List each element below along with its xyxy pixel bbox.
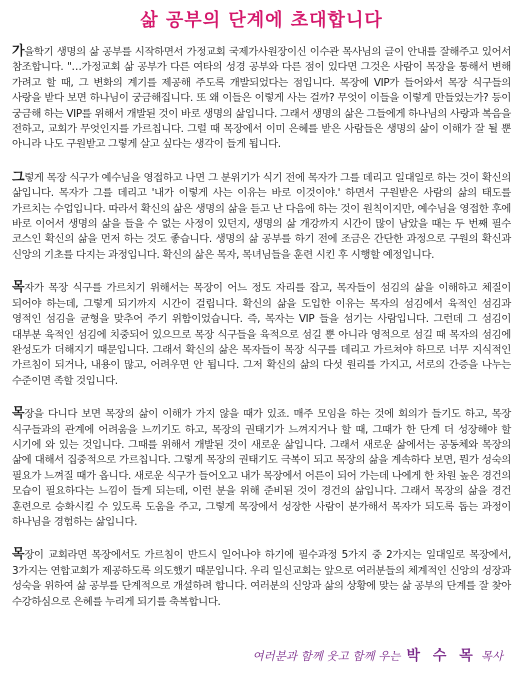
- paragraph-2-body: 렇게 목장 식구가 예수님을 영접하고 나면 그 분위기가 식기 전에 목자가 그를 데리고 일대일로 하는 것이 확신의 삶입니다. 목자가 그를 데리고 '내가 이렇게 사는 이유는 바로 이것이야.' 하면서 구원받은 사람의 삶의 태도를 가르치는 수업입니다. 따라서 확신의 삶은 생명의 삶을 듣고 난 다음에 하는 것이 원칙이지만, 예수님을 영접한 후에 바로 이어서 생명의 삶을 들을 수 없는 사정이 있던지, 생명의 삶 개강까지 시간이 많이 남았을 때는 두 번째 필수 코스인 확신의 삶을 먼저 하는 것도 좋습니다. 생명의 삶 공부를 하기 전에 조금은 간단한 과정으로 구원의 확신과 신앙의 기초를 다지는 과정입니다. 확신의 삶은 목자, 목녀님들을 훈련 시킨 후 시행할 예정입니다.: [12, 171, 511, 261]
- paragraph-2-lead: 그: [12, 169, 25, 185]
- paragraph-1-lead: 가: [12, 44, 25, 59]
- paragraph-3: [12, 280, 511, 389]
- paragraph-5-lead: 목: [12, 547, 25, 563]
- signature: [253, 645, 503, 665]
- paragraph-3-body: 자가 목장 식구를 가르치기 위해서는 목장이 어느 정도 자리를 잡고, 목자들이 섬김의 삶을 이해하고 체질이 되어야 하는데, 그렇게 되기까지 시간이 걸립니다. 확신의 삶을 도입한 이유는 목자의 섬김에서 육적인 섬김과 영적인 섬김을 균형을 맞추어 주기 위함이었습니다. 즉, 목자는 VIP 들을 섬기는 사람입니다. 그런데 그 섬김이 대부분 육적인 섬김에 치중되어 있으므로 목장 식구들을 육적으로 섬길 뿐 아니라 영적으로 섬길 때 목자의 섬김에 완성도가 더해지기 때문입니다. 그래서 확신의 삶은 목자들이 목장 식구를 데리고 가르쳐야 하므로 너무 지식적인 가르침이 되거나, 내용이 많고, 어려우면 안 됩니다. 그저 확신의 삶의 다섯 원리를 가지고, 서로의 간증을 나누는 수준이면 족할 것입니다.: [12, 282, 511, 387]
- paragraph-4-lead: 목: [12, 406, 25, 422]
- paragraph-1-body: 을학기 생명의 삶 공부를 시작하면서 가정교회 국제가사원장이신 이수관 목사님의 글이 안내를 잘해주고 있어서 참조합니다. "…가정교회 삶 공부가 다른 여타의 성경 공부와 다른 점이 있다면 그것은 사람이 목장을 통해서 변해 가려고 할 때, 그 변화의 계기를 제공해 주도록 개발되었다는 점입니다. 목장에 VIP가 들어와서 목장 식구들의 사랑을 받다 보면 하나님이 궁금해집니다. 또 왜 이들은 이렇게 사는 걸까? 무엇이 이들을 이렇게 만들었는가? 등이 궁금해 하는 VIP를 위해서 개발된 것이 바로 생명의 삶입니다. 그래서 생명의 삶은 그들에게 하나님의 사랑과 복음을 전하고, 교회가 무엇인지를 가르칩니다. 그럴 때 목장에서 이미 은혜를 받은 사람들은 생명의 삶이 이해가 잘 될 뿐 아니라 나도 구원받고 그렇게 살고 싶다는 생각이 들게 됩니다.: [12, 46, 511, 151]
- signature-suffix: 목사: [480, 649, 503, 663]
- paragraph-4: [12, 406, 511, 530]
- signature-prefix: 여러분과 함께 웃고 함께 우는: [252, 649, 401, 663]
- paragraph-3-lead: 목: [12, 280, 25, 296]
- paragraph-4-body: 장을 다니다 보면 목장의 삶이 이해가 가지 않을 때가 있죠. 매주 모임을 하는 것에 회의가 들기도 하고, 목장 식구들과의 관계에 어려움을 느끼기도 하고, 목장의 권태기가 느껴지거나 할 때, 그때가 한 단계 더 성장해야 할 시기에 와 있는 것입니다. 그때를 위해서 개발된 것이 새로운 삶입니다. 그래서 새로운 삶에서는 공동체와 목장의 삶에 대해서 집중적으로 가르칩니다. 그렇게 목장의 권태기도 극복이 되고 목장의 삶을 계속하다 보면, 뭔가 성숙의 필요가 느껴질 때가 옵니다. 새로운 식구가 들어오고 내가 목장에서 어른이 되어 가는데 나에게 한 차원 높은 경건의 모습이 필요하다는 느낌이 들게 되는데, 이런 분을 위해 준비된 것이 경건의 삶입니다. 그래서 목장의 삶을 경건 훈련으로 승화시킬 수 있도록 도움을 주고, 그렇게 목장에서 성장한 사람이 분가해서 목자가 되도록 돕는 과정이 하나님을 경험하는 삶입니다.: [12, 408, 511, 528]
- page-title: 삶 공부의 단계에 초대합니다: [140, 10, 383, 31]
- signature-name: 박 수 목: [406, 648, 477, 664]
- paragraph-5: [12, 547, 511, 610]
- paragraph-2: [12, 170, 511, 263]
- paragraph-5-body: 장이 교회라면 목장에서도 가르침이 반드시 일어나야 하기에 필수과정 5가지 중 2가지는 일대일로 목장에서, 3가지는 연합교회가 제공하도록 의도했기 때문입니다. 우리 일신교회는 앞으로 여러분들의 체계적인 신앙의 성장과 성숙을 위하여 삶 공부를 단계적으로 개설하려 합니다. 여러분의 신앙과 삶의 상황에 맞는 삶 공부의 단계를 잘 찾아 수강하심으로 은혜를 누리게 되기를 축복합니다.: [12, 549, 511, 608]
- paragraph-1: [12, 44, 511, 153]
